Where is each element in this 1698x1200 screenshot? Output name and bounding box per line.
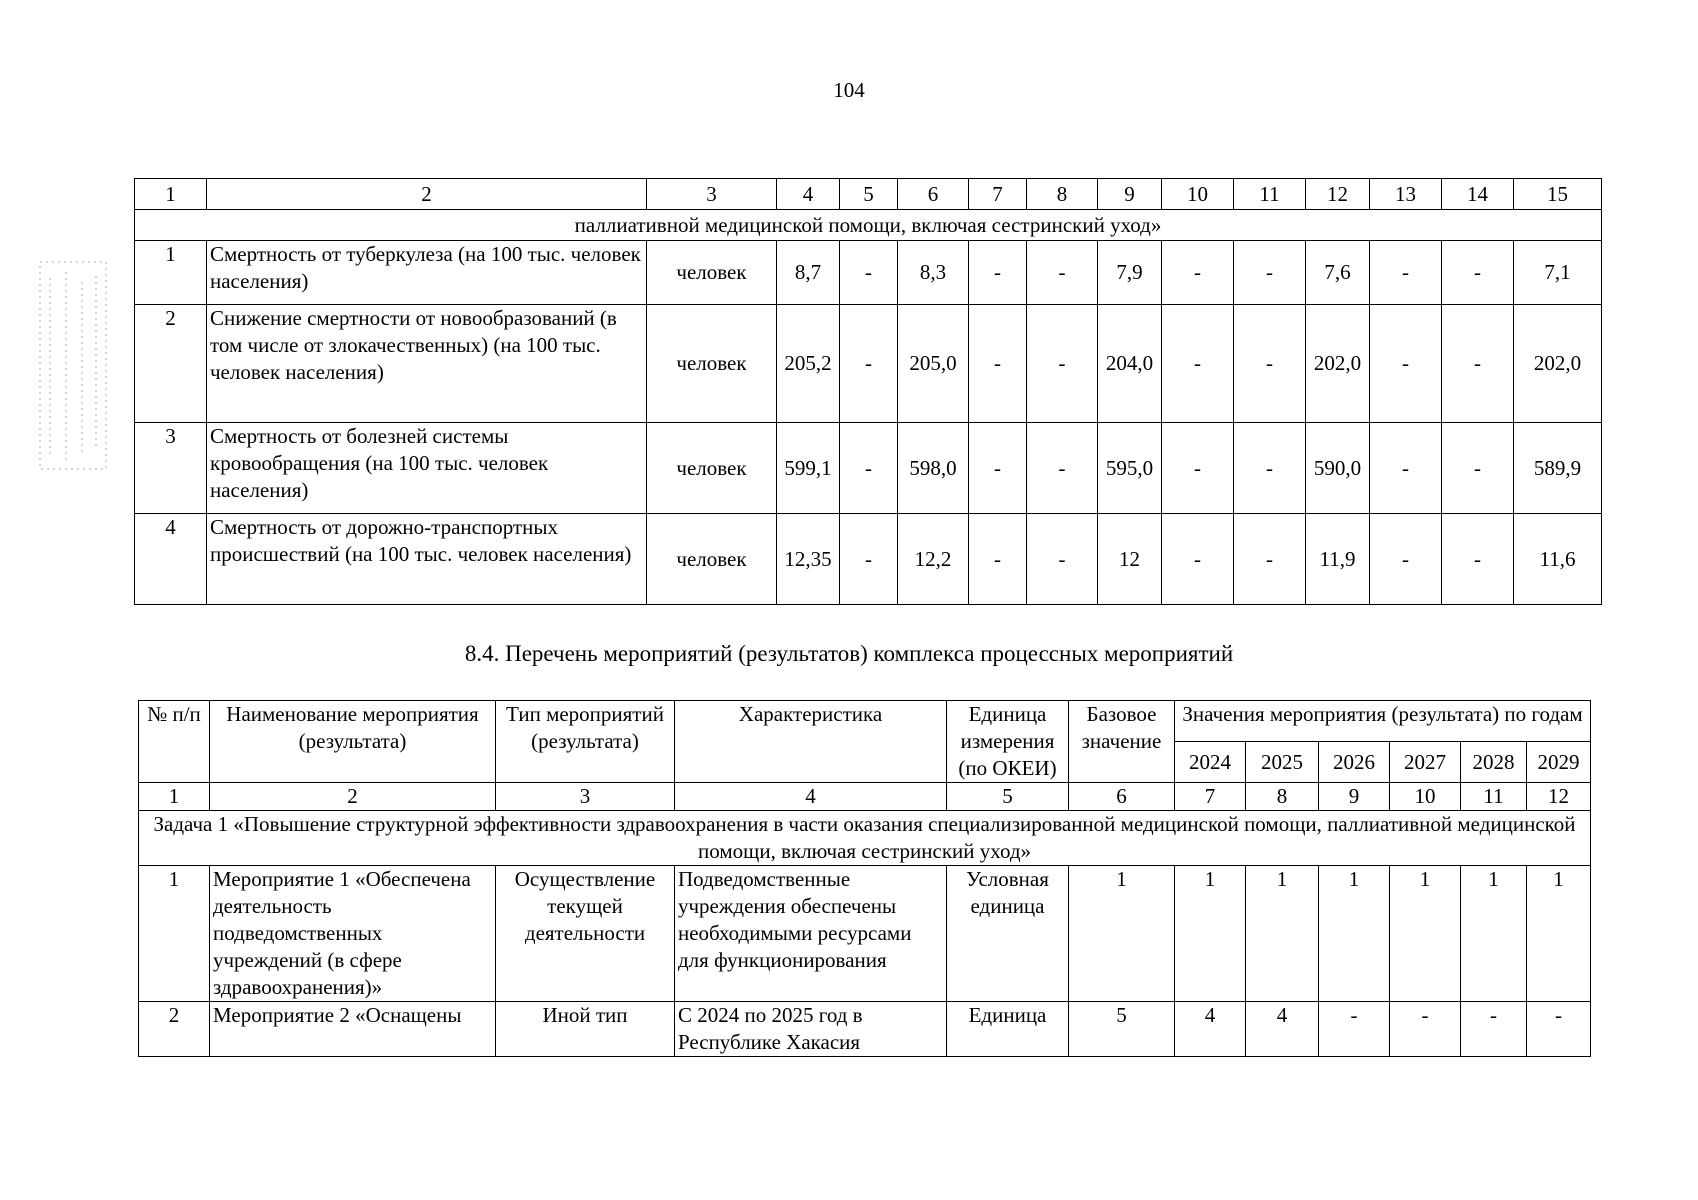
value-cell: 11,6 <box>1514 514 1602 605</box>
events-table <box>138 700 1591 1057</box>
section-title: 8.4. Перечень мероприятий (результатов) комплекса процессных мероприятий <box>464 641 1234 666</box>
indicator-table <box>134 178 1602 605</box>
event-base: 1 <box>1069 866 1175 1002</box>
value-cell: 598,0 <box>898 423 969 514</box>
value-cell: - <box>1162 514 1234 605</box>
table-row <box>135 305 1602 423</box>
value-cell: 7,9 <box>1098 241 1162 305</box>
value-cell: 589,9 <box>1514 423 1602 514</box>
row-number: 1 <box>139 866 210 1002</box>
table-row <box>135 241 1602 305</box>
header-cell: 10 <box>1162 179 1234 210</box>
indicator-name: Снижение смертности от новообразований (в том числе от злокачественных) (на 100 тыс. человек населения) <box>207 305 647 423</box>
value-cell: - <box>1442 241 1514 305</box>
indicator-section-row <box>135 210 1602 241</box>
value-cell: 8,7 <box>777 241 840 305</box>
event-unit: Единица <box>947 1002 1069 1057</box>
header-cell: 15 <box>1514 179 1602 210</box>
header-cell: 3 <box>647 179 777 210</box>
value-cell: 12 <box>1098 514 1162 605</box>
value-cell: 7,6 <box>1306 241 1370 305</box>
value-cell: - <box>969 305 1027 423</box>
value-cell: 7,1 <box>1514 241 1602 305</box>
value-cell: 1 <box>1319 866 1390 1002</box>
event-name: Мероприятие 2 «Оснащены <box>210 1002 496 1057</box>
indicator-name: Смертность от туберкулеза (на 100 тыс. человек населения) <box>207 241 647 305</box>
column-number: 10 <box>1390 783 1461 811</box>
unit-cell: человек <box>647 423 777 514</box>
value-cell: - <box>1442 305 1514 423</box>
header-cell: 5 <box>840 179 898 210</box>
table-row <box>135 514 1602 605</box>
value-cell: 11,9 <box>1306 514 1370 605</box>
column-number: 4 <box>675 783 947 811</box>
value-cell: 1 <box>1390 866 1461 1002</box>
header-cell: 2 <box>207 179 647 210</box>
column-number: 7 <box>1175 783 1246 811</box>
value-cell: 590,0 <box>1306 423 1370 514</box>
unit-cell: человек <box>647 514 777 605</box>
value-cell: - <box>1162 305 1234 423</box>
indicator-name: Смертность от дорожно-транспортных происшествий (на 100 тыс. человек населения) <box>207 514 647 605</box>
value-cell: - <box>969 514 1027 605</box>
value-cell: - <box>1162 241 1234 305</box>
value-cell: - <box>1027 514 1098 605</box>
header-cell: 7 <box>969 179 1027 210</box>
header-type: Тип мероприятий (результата) <box>496 701 675 783</box>
header-cell: 9 <box>1098 179 1162 210</box>
row-number: 3 <box>135 423 207 514</box>
value-cell: 205,0 <box>898 305 969 423</box>
event-type: Иной тип <box>496 1002 675 1057</box>
value-cell: 1 <box>1527 866 1591 1002</box>
value-cell: - <box>1390 1002 1461 1057</box>
value-cell: - <box>840 305 898 423</box>
value-cell: - <box>1234 423 1306 514</box>
page-number: 104 <box>833 78 865 102</box>
stamp-mark <box>36 258 110 473</box>
value-cell: 12,2 <box>898 514 969 605</box>
row-number: 4 <box>135 514 207 605</box>
column-number: 11 <box>1461 783 1527 811</box>
header-year: 2028 <box>1461 742 1527 783</box>
value-cell: 204,0 <box>1098 305 1162 423</box>
header-cell: 11 <box>1234 179 1306 210</box>
header-year: 2024 <box>1175 742 1246 783</box>
section-row-cell: паллиативной медицинской помощи, включая сестринский уход» <box>135 210 1602 241</box>
indicator-name: Смертность от болезней системы кровообращения (на 100 тыс. человек населения) <box>207 423 647 514</box>
value-cell: - <box>1370 305 1442 423</box>
header-num: № п/п <box>139 701 210 783</box>
header-characteristic: Характеристика <box>675 701 947 783</box>
header-cell: 4 <box>777 179 840 210</box>
value-cell: 202,0 <box>1514 305 1602 423</box>
header-cell: 6 <box>898 179 969 210</box>
column-number: 6 <box>1069 783 1175 811</box>
table-row <box>135 423 1602 514</box>
header-year: 2029 <box>1527 742 1591 783</box>
value-cell: 599,1 <box>777 423 840 514</box>
event-characteristic: Подведомственные учреждения обеспечены необходимыми ресурсами для функционирования <box>675 866 947 1002</box>
value-cell: - <box>1234 305 1306 423</box>
header-year: 2025 <box>1246 742 1319 783</box>
value-cell: 8,3 <box>898 241 969 305</box>
unit-cell: человек <box>647 241 777 305</box>
row-number: 1 <box>135 241 207 305</box>
value-cell: 595,0 <box>1098 423 1162 514</box>
column-number: 8 <box>1246 783 1319 811</box>
unit-cell: человек <box>647 305 777 423</box>
value-cell: 4 <box>1246 1002 1319 1057</box>
header-name: Наименование мероприятия (результата) <box>210 701 496 783</box>
task-row <box>139 811 1591 866</box>
value-cell: 12,35 <box>777 514 840 605</box>
header-cell: 14 <box>1442 179 1514 210</box>
header-unit: Единица измерения (по ОКЕИ) <box>947 701 1069 783</box>
header-base: Базовое значение <box>1069 701 1175 783</box>
value-cell: - <box>840 241 898 305</box>
event-base: 5 <box>1069 1002 1175 1057</box>
value-cell: 202,0 <box>1306 305 1370 423</box>
column-number: 12 <box>1527 783 1591 811</box>
column-number: 3 <box>496 783 675 811</box>
value-cell: - <box>1027 423 1098 514</box>
header-cell: 1 <box>135 179 207 210</box>
event-characteristic: С 2024 по 2025 год в Республике Хакасия <box>675 1002 947 1057</box>
task-row-cell: Задача 1 «Повышение структурной эффективности здравоохранения в части оказания специализированной медицинской помощи, паллиативной медицинской помощи, включая сестринский уход» <box>139 811 1591 866</box>
header-cell: 8 <box>1027 179 1098 210</box>
value-cell: - <box>1319 1002 1390 1057</box>
value-cell: - <box>1461 1002 1527 1057</box>
row-number: 2 <box>135 305 207 423</box>
indicator-header-row <box>135 179 1602 210</box>
value-cell: - <box>1370 241 1442 305</box>
value-cell: 1 <box>1175 866 1246 1002</box>
value-cell: - <box>1234 514 1306 605</box>
value-cell: - <box>969 241 1027 305</box>
value-cell: - <box>1442 514 1514 605</box>
value-cell: - <box>1370 514 1442 605</box>
event-name: Мероприятие 1 «Обеспечена деятельность подведомственных учреждений (в сфере здравоохранения)» <box>210 866 496 1002</box>
header-values-group: Значения мероприятия (результата) по годам <box>1175 701 1591 742</box>
value-cell: 1 <box>1461 866 1527 1002</box>
events-header-row <box>139 701 1591 742</box>
value-cell: - <box>840 514 898 605</box>
column-number: 5 <box>947 783 1069 811</box>
value-cell: - <box>1442 423 1514 514</box>
value-cell: - <box>1370 423 1442 514</box>
column-number: 9 <box>1319 783 1390 811</box>
table-row <box>139 1002 1591 1057</box>
value-cell: 4 <box>1175 1002 1246 1057</box>
row-number: 2 <box>139 1002 210 1057</box>
event-type: Осуществление текущей деятельности <box>496 866 675 1002</box>
event-unit: Условная единица <box>947 866 1069 1002</box>
value-cell: - <box>1027 305 1098 423</box>
value-cell: 1 <box>1246 866 1319 1002</box>
value-cell: - <box>1162 423 1234 514</box>
table-row <box>139 866 1591 1002</box>
header-year: 2027 <box>1390 742 1461 783</box>
events-number-row <box>139 783 1591 811</box>
column-number: 1 <box>139 783 210 811</box>
header-year: 2026 <box>1319 742 1390 783</box>
value-cell: - <box>1027 241 1098 305</box>
value-cell: - <box>1527 1002 1591 1057</box>
header-cell: 13 <box>1370 179 1442 210</box>
column-number: 2 <box>210 783 496 811</box>
header-cell: 12 <box>1306 179 1370 210</box>
value-cell: - <box>840 423 898 514</box>
value-cell: - <box>1234 241 1306 305</box>
value-cell: 205,2 <box>777 305 840 423</box>
value-cell: - <box>969 423 1027 514</box>
